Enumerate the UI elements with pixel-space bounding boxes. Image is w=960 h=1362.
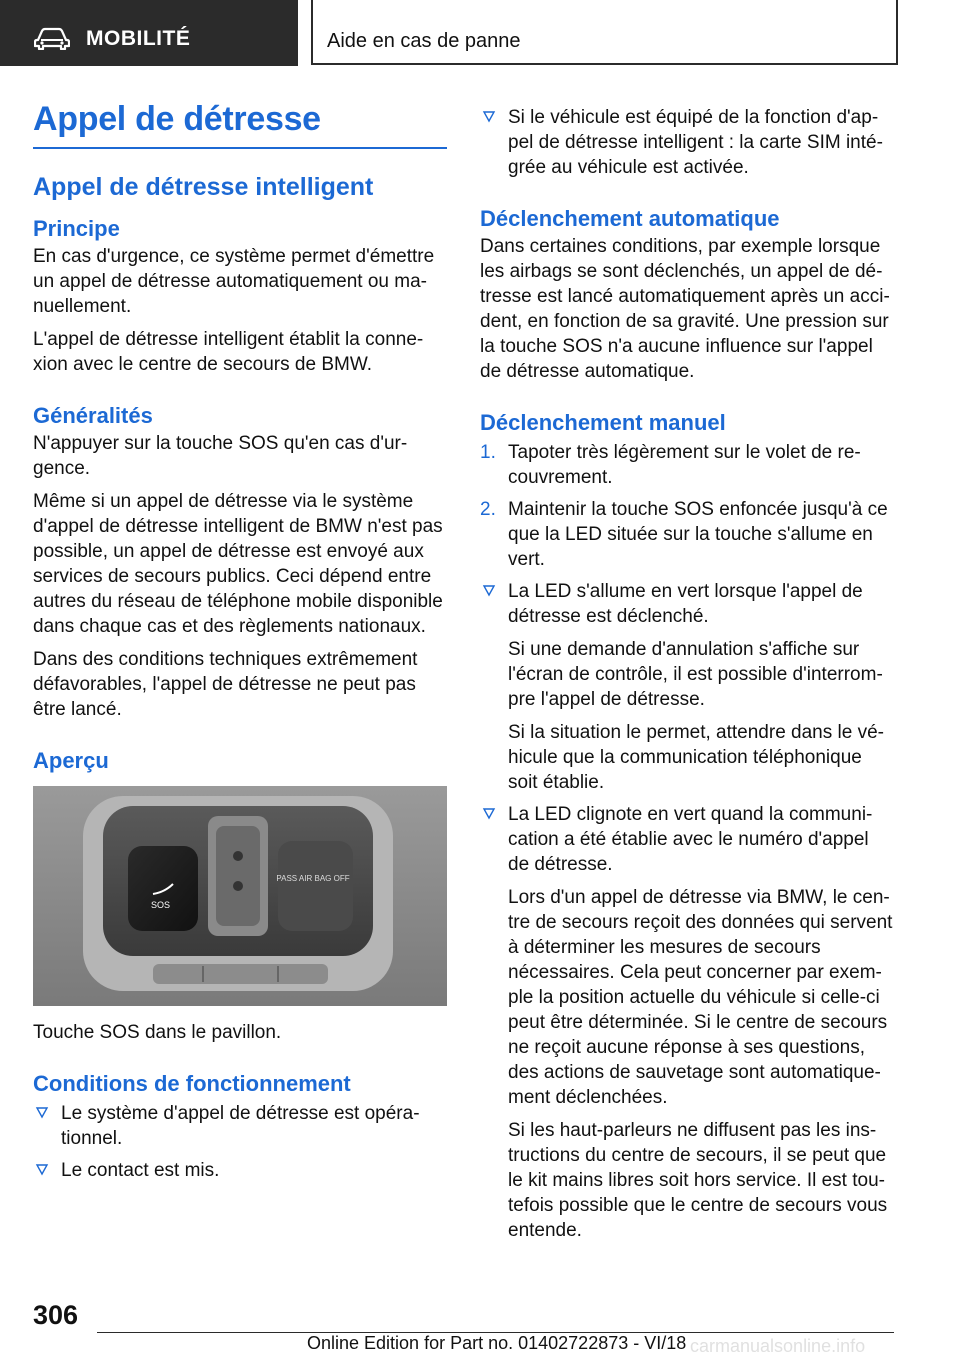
heading-apercu: Aperçu xyxy=(33,748,109,773)
chapter-label: Aide en cas de panne xyxy=(327,30,521,52)
section-tab xyxy=(0,0,298,66)
sub-paragraph: Lors d'un appel de détresse via BMW, le centre de secours reçoit des données qui servent à déterminer les mesures de secours nécessaires. Cela peut concerner par exemple la position actuelle du véhicule si celle-ci peut être déterminée. Si le centre de secours ne reçoit aucune réponse à ses questions, des actions de sauvetage sont automatiquement déclenchées. xyxy=(508,887,893,1108)
list-item-text: La LED s'allume en vert lorsque l'appel de détresse est déclenché. xyxy=(508,581,863,627)
triangle-bullet-icon xyxy=(480,106,498,126)
heading-generalites: Généralités xyxy=(33,403,153,428)
triangle-bullet-icon xyxy=(480,580,498,600)
list-item xyxy=(480,802,894,1243)
paragraph: L'appel de détresse intelligent établit la connexion avec le centre de secours de BMW. xyxy=(33,329,424,375)
chapter-box xyxy=(311,0,898,65)
list-item xyxy=(33,1158,447,1183)
list-item-text: La LED clignote en vert quand la communication a été établie avec le numéro d'appel de détresse. xyxy=(508,804,873,875)
heading-principe: Principe xyxy=(33,216,120,241)
sub-paragraph: Si une demande d'annulation s'affiche sur l'écran de contrôle, il est possible d'interrompre l'appel de détresse. xyxy=(508,639,883,710)
step-number: 1. xyxy=(480,442,496,463)
photo-sos-label: SOS xyxy=(151,900,171,910)
page-header xyxy=(0,0,960,66)
paragraph: N'appuyer sur la touche SOS qu'en cas d'urgence. xyxy=(33,433,408,479)
heading-conditions: Conditions de fonctionnement xyxy=(33,1071,351,1096)
manual-steps xyxy=(480,440,894,572)
page-number: 306 xyxy=(33,1300,79,1330)
list-item-text: Le système d'appel de détresse est opérationnel. xyxy=(61,1103,420,1149)
left-column xyxy=(33,100,447,1183)
list-item xyxy=(480,105,894,180)
manual-results xyxy=(480,579,894,1243)
sos-button-photo xyxy=(33,786,447,1006)
heading-manual: Déclenchement manuel xyxy=(480,410,726,435)
list-item-text: Le contact est mis. xyxy=(61,1160,220,1181)
paragraph: Dans des conditions techniques extrêmement défavorables, l'appel de détresse ne peut pas être lancé. xyxy=(33,649,418,720)
page-title: Appel de détresse xyxy=(33,100,447,149)
step-item xyxy=(480,497,894,572)
photo-caption: Touche SOS dans le pavillon. xyxy=(33,1022,282,1043)
paragraph: Même si un appel de détresse via le système d'appel de détresse intelligent de BMW n'est pas possible, un appel de détresse est envoyé aux services de secours publics. Ceci dépend entre autres du réseau de téléphone mobile disponible dans chaque cas et des règlements nationaux. xyxy=(33,491,443,637)
list-item xyxy=(33,1101,447,1151)
heading-auto: Déclenchement automatique xyxy=(480,206,780,231)
list-item-text: Si le véhicule est équipé de la fonction d'appel de détresse intelligent : la carte SIM intégrée au véhicule est activée. xyxy=(508,107,883,178)
requirements-list xyxy=(480,105,894,180)
edition-text: Online Edition for Part no. 01402722873 - VI/18 xyxy=(307,1333,687,1353)
sub-paragraph: Si les haut-parleurs ne diffusent pas les instructions du centre de secours, il se peut que le kit mains libres soit hors service. Il est toutefois possible que le centre de secours vous entende. xyxy=(508,1120,888,1241)
sub-paragraph: Si la situation le permet, attendre dans le véhicule que la communication téléphonique soit établie. xyxy=(508,722,884,793)
step-text: Tapoter très légèrement sur le volet de recouvrement. xyxy=(508,442,861,488)
right-column xyxy=(480,105,894,1243)
photo-airbag-label: PASS AIR BAG OFF xyxy=(276,874,350,883)
list-item xyxy=(480,579,894,795)
section-label: MOBILITÉ xyxy=(86,27,191,50)
triangle-bullet-icon xyxy=(33,1102,51,1122)
conditions-list xyxy=(33,1101,447,1183)
triangle-bullet-icon xyxy=(33,1159,51,1179)
paragraph: En cas d'urgence, ce système permet d'émettre un appel de détresse automatiquement ou manuellement. xyxy=(33,246,435,317)
triangle-bullet-icon xyxy=(480,803,498,823)
step-number: 2. xyxy=(480,499,496,520)
car-icon xyxy=(34,26,70,50)
step-item xyxy=(480,440,894,490)
section-subtitle: Appel de détresse intelligent xyxy=(33,173,374,201)
step-text: Maintenir la touche SOS enfoncée jusqu'à ce que la LED située sur la touche s'allume en vert. xyxy=(508,499,888,570)
paragraph: Dans certaines conditions, par exemple lorsque les airbags se sont déclenchés, un appel de détresse est lancé automatiquement après un accident, en fonction de sa gravité. Une pression sur la touche SOS n'a aucune influence sur l'appel de détresse automatique. xyxy=(480,236,890,382)
watermark: carmanualsonline.info xyxy=(690,1336,866,1356)
